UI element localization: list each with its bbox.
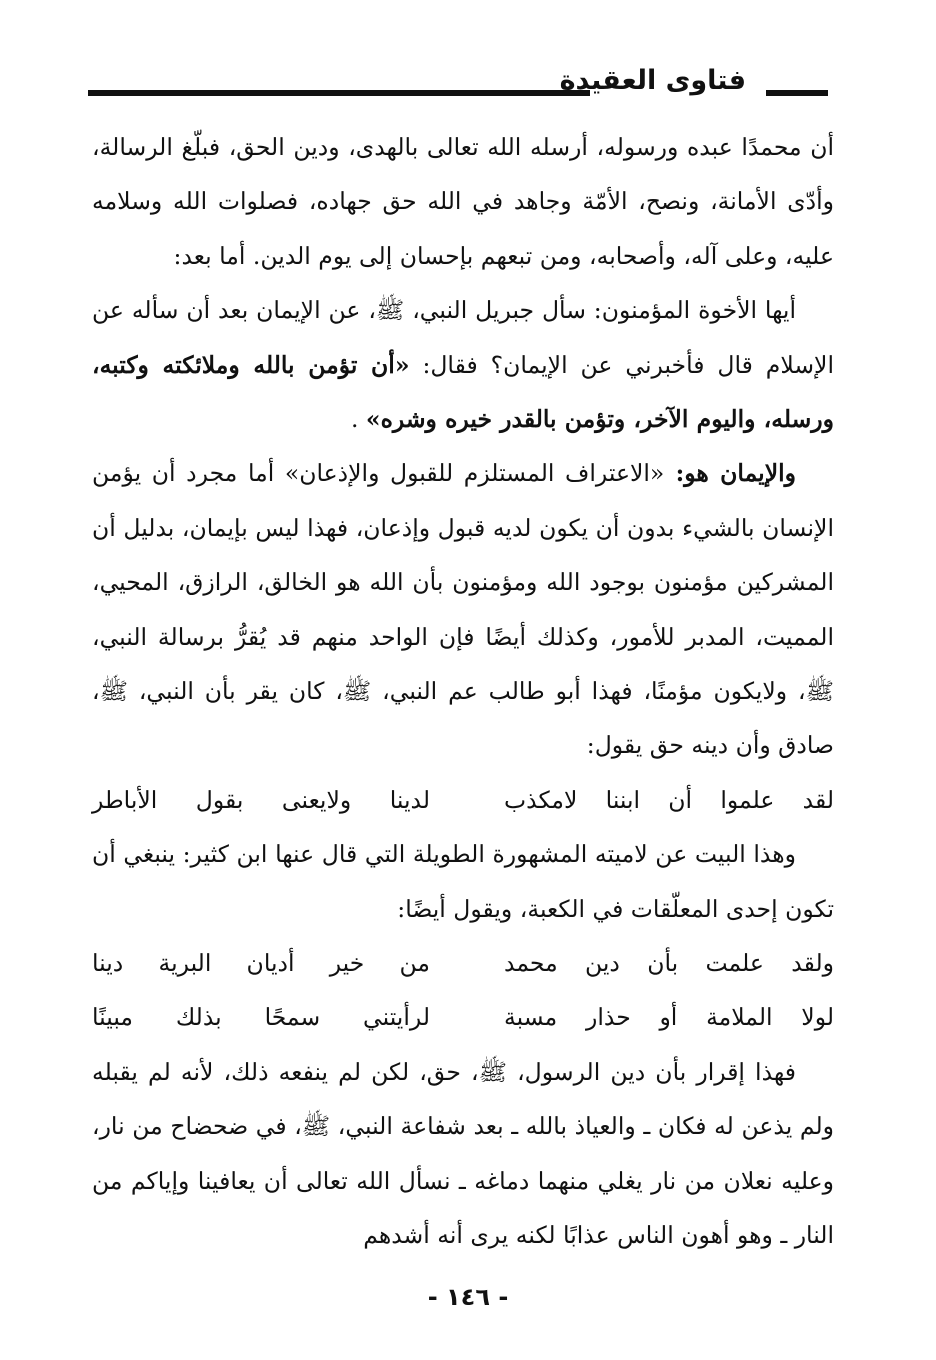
header-rule-short xyxy=(766,90,828,96)
running-title: فتاوى العقيدة xyxy=(559,65,746,96)
period: . xyxy=(350,405,366,434)
hadith-intro: أيها الأخوة المؤمنون: سأل جبريل النبي، ﷺ، عن الإيمان بعد أن سأله عن الإسلام قال فأخبرني عن الإيمان؟ فقال: xyxy=(92,296,834,379)
page-header xyxy=(88,62,828,102)
page-number: - ١٤٦ - xyxy=(427,1283,509,1311)
verse-second-hemistich: لدينا ولايعنى بقول الأباطر xyxy=(92,785,430,814)
iman-definition: «الاعتراف المستلزم للقبول والإذعان» xyxy=(284,459,665,488)
verse-first-hemistich: لقد علموا أن ابننا لامكذب xyxy=(504,785,834,814)
paragraph-conclusion: فهذا إقرار بأن دين الرسول، ﷺ، حق، لكن لم ينفعه ذلك، لأنه لم يقبله ولم يذعن له فكان ـ والعياذ بالله ـ بعد شفاعة النبي، ﷺ، في ضحضاح من نار، وعليه نعلان من نار يغلي منهما دماغه ـ نسأل الله تعالى أن يعافينا وإياكم من النار ـ وهو أهون الناس عذابًا لكنه يرى أنه أشدهم xyxy=(92,1057,834,1250)
paragraph-hadith xyxy=(92,283,834,446)
iman-explanation: أما مجرد أن يؤمن الإنسان بالشيء بدون أن يكون لديه قبول وإذعان، فهذا ليس بإيمان، بدليل أن المشركين مؤمنون بوجود الله ومؤمنون بأن الله هو الخالق، الرازق، المحيي، المميت، المدبر للأمور، وكذلك أيضًا فإن الواحد منهم قد يُقرُّ برسالة النبي، ﷺ، ولايكون مؤمنًا، فهذا أبو طالب عم النبي، ﷺ، كان يقر بأن النبي، ﷺ، صادق وأن دينه حق يقول: xyxy=(92,459,834,760)
verse-line xyxy=(92,773,834,827)
iman-lead: والإيمان هو: xyxy=(664,459,796,488)
verse-second-hemistich: لرأيتني سمحًا بذلك مبينًا xyxy=(92,1003,430,1032)
verse-second-hemistich: من خير أديان البرية دينا xyxy=(92,949,430,978)
verse-first-hemistich: لولا الملامة أو حذار مسبة xyxy=(504,1003,834,1032)
verse-first-hemistich: ولقد علمت بأن دين محمد xyxy=(504,949,834,978)
verse-line xyxy=(92,936,834,990)
body-text xyxy=(92,120,834,1262)
hadith-quote: «أن تؤمن بالله وملائكته وكتبه، ورسله، واليوم الآخر، وتؤمن بالقدر خيره وشره» xyxy=(92,350,834,434)
verse-line xyxy=(92,990,834,1044)
paragraph-iman-definition xyxy=(92,446,834,772)
paragraph-opening: أن محمدًا عبده ورسوله، أرسله الله تعالى بالهدى، ودين الحق، فبلّغ الرسالة، وأدّى الأمانة، ونصح، الأمّة وجاهد في الله حق جهاده، فصلوات الله وسلامه عليه، وعلى آله، وأصحابه، ومن تبعهم بإحسان إلى يوم الدين. أما بعد: xyxy=(92,133,834,270)
paragraph-ibn-kathir: وهذا البيت عن لاميته المشهورة الطويلة التي قال عنها ابن كثير: ينبغي أن تكون إحدى المعلّقات في الكعبة، ويقول أيضًا: xyxy=(92,840,834,923)
header-rule-long xyxy=(88,90,590,96)
